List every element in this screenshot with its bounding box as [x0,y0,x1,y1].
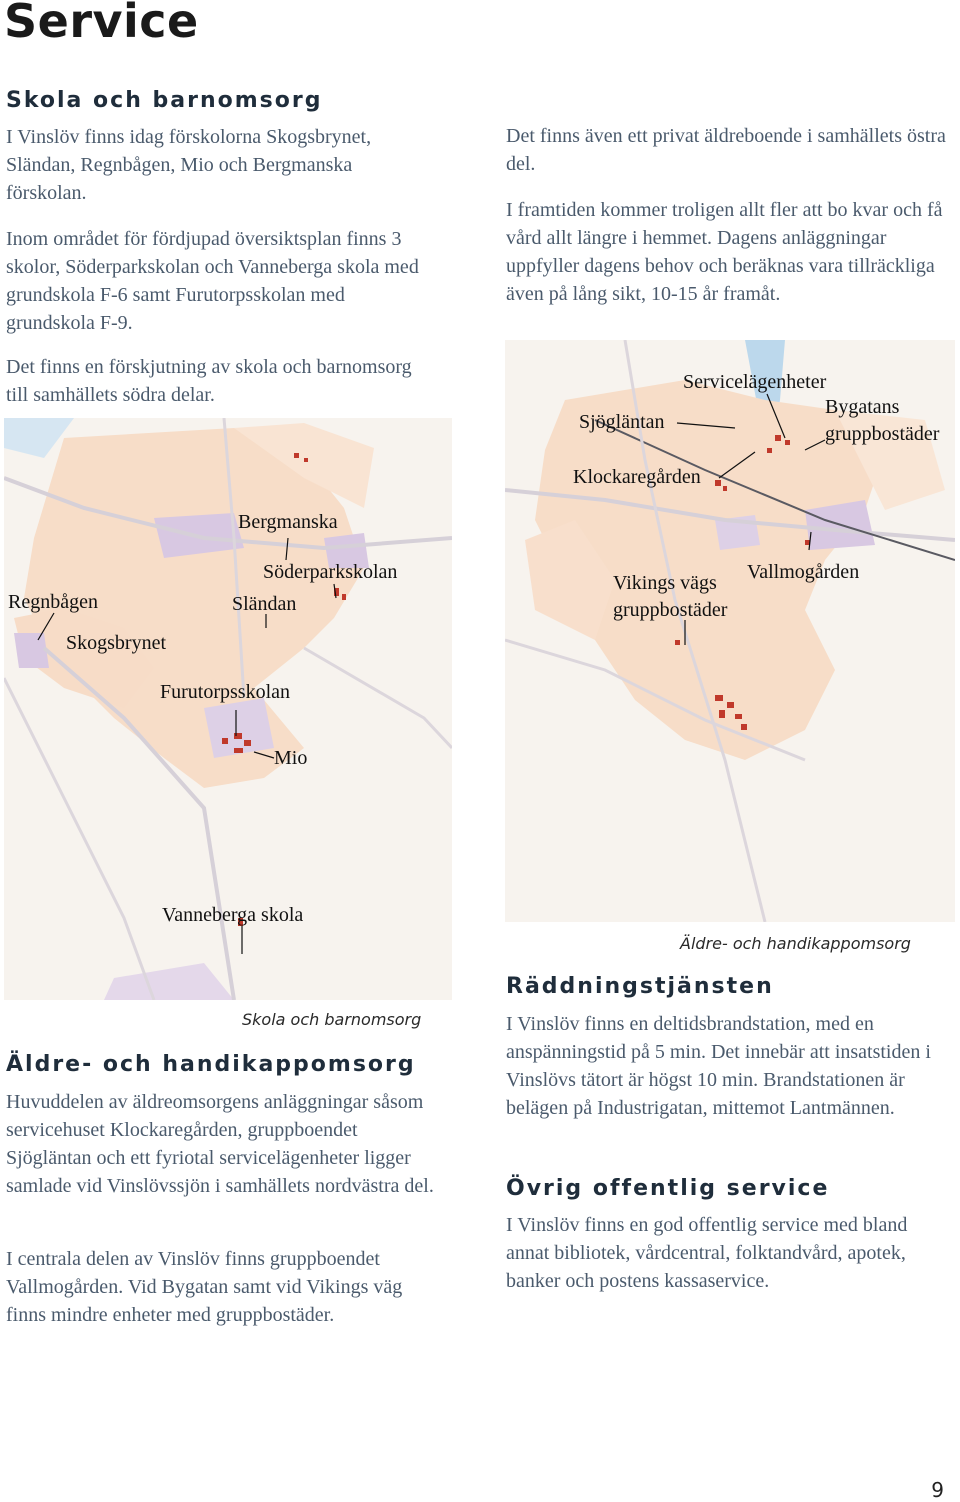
paragraph-fire-station: I Vinslöv finns en deltidsbrandstation, med en anspänningstid på 5 min. Det innebär att insatstiden i Vinslövs tätort är högst 10 min. Brandstationen är belägen på Industrigatan, mittemot Lantmännen. [506,1013,931,1119]
paragraph-public-service: I Vinslöv finns en god offentlig service med bland annat bibliotek, vårdcentral, folktandvård, apotek, banker och postens kassaservice. [506,1214,908,1292]
label-vikings-gruppbostader: gruppbostäder [613,599,728,621]
label-vanneberga-skola: Vanneberga skola [162,904,304,926]
paragraph-preschools: I Vinslöv finns idag förskolorna Skogsbrynet, Sländan, Regnbågen, Mio och Bergmanska förskolan. [6,126,372,204]
heading-aldre-och-handikappomsorg: Äldre- och handikappomsorg [6,1052,416,1077]
page-title: Service [4,0,199,48]
label-vallmogarden: Vallmogården [747,561,860,583]
paragraph-private-care: Det finns även ett privat äldreboende i samhällets östra del. [506,125,946,175]
paragraph-elder-care: Huvuddelen av äldreomsorgens anläggningar såsom servicehuset Klockaregården, gruppboendet Sjögläntan och ett fyriotal servicelägenheter ligger samlade vid Vinslövssjön i samhällets nordvästra del. [6,1091,434,1197]
label-servicelagenheter: Servicelägenheter [683,371,827,393]
caption-school-map: Skola och barnomsorg [242,1010,422,1029]
paragraph-future: I framtiden kommer troligen allt fler att bo kvar och få vård allt längre i hemmet. Dagens anläggningar uppfyller dagens behov och beräknas vara tillräckliga även på lång sikt, 10-15 år framåt. [506,199,943,305]
label-mio: Mio [274,747,308,769]
label-slandan: Sländan [232,593,297,615]
label-sjoglantan: Sjögläntan [579,411,665,433]
school-map [4,418,452,1000]
paragraph-vallmogarden: I centrala delen av Vinslöv finns gruppboendet Vallmogården. Vid Bygatan samt vid Vikings väg finns mindre enheter med gruppbostäder. [6,1248,403,1326]
paragraph-schools: Inom området för fördjupad översiktsplan finns 3 skolor, Söderparkskolan och Vanneberga skola med grundskola F-6 samt Furutorpsskolan med grundskola F-9. [6,228,419,334]
label-bygatans: Bygatans [825,396,900,418]
label-vikings-vags: Vikings vägs [613,572,717,594]
label-bygatans-gruppbostader: gruppbostäder [825,423,940,445]
label-soderparkskolan: Söderparkskolan [263,561,398,583]
label-regnbagen: Regnbågen [8,591,98,613]
paragraph-shift-south: Det finns en förskjutning av skola och barnomsorg till samhällets södra delar. [6,356,412,406]
label-skogsbrynet: Skogsbrynet [66,632,166,654]
label-bergmanska: Bergmanska [238,511,338,533]
heading-raddningstjansten: Räddningstjänsten [506,974,774,999]
label-furutorpsskolan: Furutorpsskolan [160,681,290,703]
page-number: 9 [931,1478,944,1502]
elder-care-map [505,340,955,922]
label-klockaregarden: Klockaregården [573,466,701,488]
heading-ovrig-offentlig-service: Övrig offentlig service [506,1176,830,1201]
heading-skola-och-barnomsorg: Skola och barnomsorg [6,88,323,113]
caption-elder-care-map: Äldre- och handikappomsorg [680,934,911,953]
